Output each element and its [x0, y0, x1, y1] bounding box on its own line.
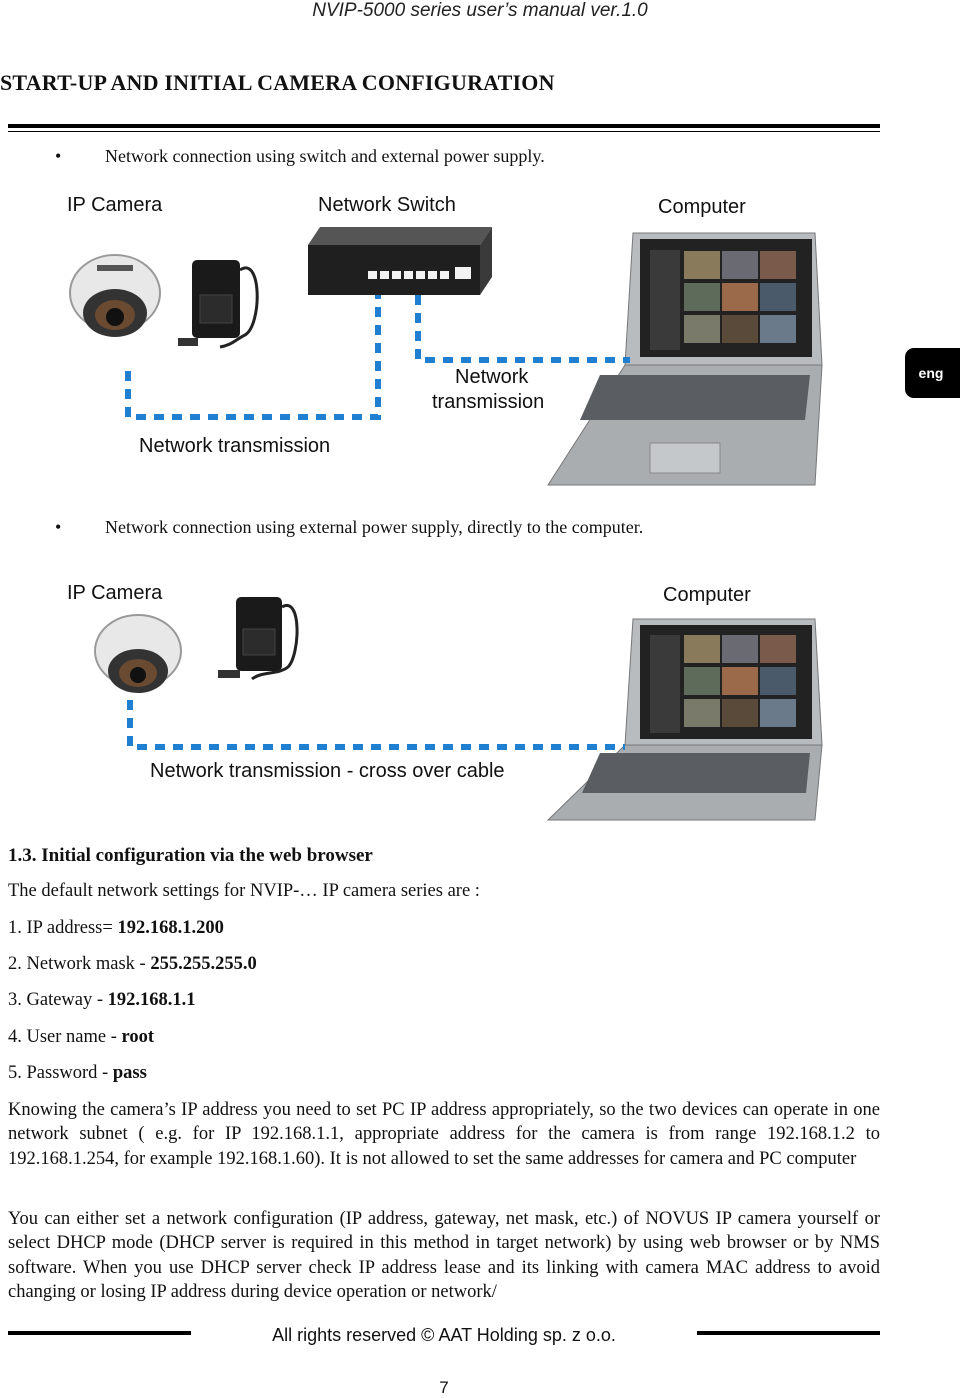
power-adapter-icon: [218, 597, 297, 679]
section-heading-1-3: 1.3. Initial configuration via the web browser: [8, 845, 373, 866]
diagram-switch-connection: [0, 185, 890, 495]
running-header: NVIP-5000 series user’s manual ver.1.0: [312, 0, 648, 21]
setting-gateway: 3. Gateway - 192.168.1.1: [8, 990, 196, 1010]
label-computer: Computer: [658, 196, 746, 218]
setting-network-mask: 2. Network mask - 255.255.255.0: [8, 954, 257, 974]
default-settings-intro: The default network settings for NVIP-… IP camera series are :: [8, 881, 480, 901]
paragraph-ip-address-note: Knowing the camera’s IP address you need to set PC IP address appropriately, so the two devices can operate in one network subnet ( e.g. for IP 192.168.1.1, appropriate address for the camera is from range 192.168.1.2 to 192.168.1.254, for example 192.168.1.60). It is not allowed to set the same addresses for camera and PC computer: [8, 1100, 880, 1169]
bullet-switch-connection: • Network connection using switch and external power supply.: [55, 146, 545, 166]
label-ip-camera-2: IP Camera: [67, 582, 163, 604]
setting-ip-address: 1. IP address= 192.168.1.200: [8, 918, 224, 938]
label-network-transmission-top: Network: [455, 366, 529, 388]
ip-camera-icon: [95, 615, 181, 693]
label-network-transmission-camera: Network transmission: [139, 435, 331, 457]
power-adapter-icon: [178, 260, 257, 347]
title-rule-thick: [8, 124, 880, 128]
crossover-cable-line: [130, 700, 625, 747]
language-tab: eng: [905, 348, 960, 398]
ip-camera-icon: [70, 255, 160, 337]
label-network-switch: Network Switch: [318, 194, 456, 216]
label-ip-camera: IP Camera: [67, 194, 163, 216]
bullet-direct-connection: • Network connection using external power supply, directly to the computer.: [55, 517, 644, 537]
setting-password: 5. Password - pass: [8, 1063, 147, 1083]
page-number: 7: [439, 1378, 449, 1397]
setting-user-name: 4. User name - root: [8, 1027, 155, 1047]
label-network-transmission-bottom: transmission: [432, 391, 545, 413]
title-rule-thin: [8, 131, 880, 132]
label-computer-2: Computer: [663, 584, 751, 606]
diagram-direct-connection: [0, 575, 890, 825]
network-switch-icon: [308, 227, 492, 295]
section-title: START-UP AND INITIAL CAMERA CONFIGURATION: [0, 70, 555, 95]
bullet-icon: •: [55, 517, 62, 537]
paragraph-dhcp-note: You can either set a network configuration (IP address, gateway, net mask, etc.) of NOVUS IP camera yourself or select DHCP mode (DHCP server is required in this method in target network) by using web browser or by NMS software. When you use DHCP server check IP address lease and its linking with camera MAC address to avoid changing or losing IP address during device operation or network/: [8, 1209, 880, 1302]
bullet-icon: •: [55, 146, 62, 166]
laptop-computer-icon: [548, 619, 822, 820]
footer-copyright: All rights reserved © AAT Holding sp. z o.o.: [272, 1325, 616, 1345]
label-crossover-cable: Network transmission - cross over cable: [150, 760, 505, 782]
